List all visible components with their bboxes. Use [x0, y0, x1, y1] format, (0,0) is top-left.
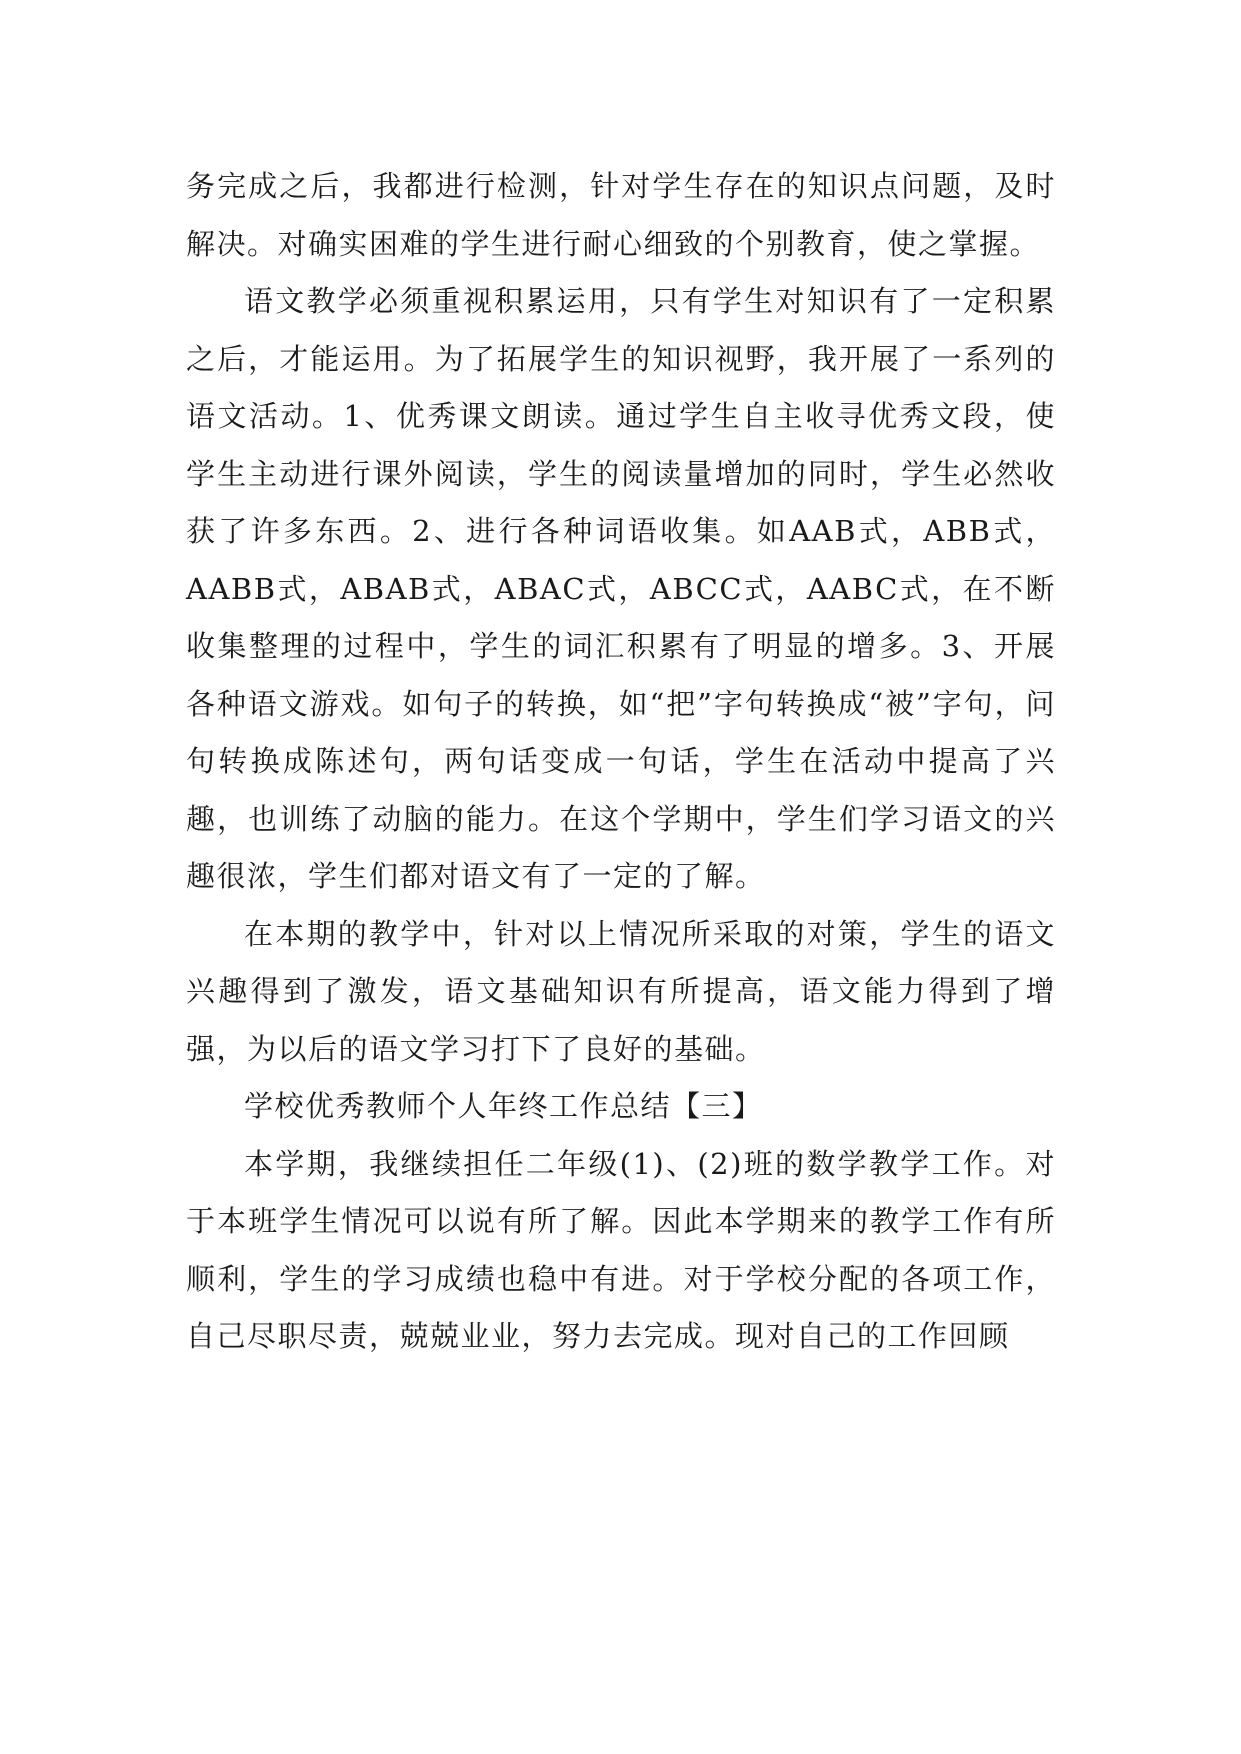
paragraph-continuation: 务完成之后，我都进行检测，针对学生存在的知识点问题，及时解决。对确实困难的学生进行耐心细致的个别教育，使之掌握。: [186, 169, 1056, 261]
document-body: [186, 158, 1056, 1366]
paragraph-results: 在本期的教学中，针对以上情况所采取的对策，学生的语文兴趣得到了激发，语文基础知识有所提高，语文能力得到了增强，为以后的语文学习打下了良好的基础。: [186, 916, 1056, 1066]
paragraph-intro: 本学期，我继续担任二年级(1)、(2)班的数学教学工作。对于本班学生情况可以说有所了解。因此本学期来的教学工作有所顺利，学生的学习成绩也稳中有进。对于学校分配的各项工作，自己尽职尽责，兢兢业业，努力去完成。现对自己的工作回顾: [186, 1146, 1056, 1353]
section-title: 学校优秀教师个人年终工作总结【三】: [244, 1089, 763, 1123]
paragraph-accumulation: 语文教学必须重视积累运用，只有学生对知识有了一定积累之后，才能运用。为了拓展学生的知识视野，我开展了一系列的语文活动。1、优秀课文朗读。通过学生自主收寻优秀文段，使学生主动进行课外阅读，学生的阅读量增加的同时，学生必然收获了许多东西。2、进行各种词语收集。如AAB式，ABB式，AABB式，ABAB式，ABAC式，ABCC式，AABC式，在不断收集整理的过程中，学生的词汇积累有了明显的增多。3、开展各种语文游戏。如句子的转换，如“把”字句转换成“被”字句，问句转换成陈述句，两句话变成一句话，学生在活动中提高了兴趣，也训练了动脑的能力。在这个学期中，学生们学习语文的兴趣很浓，学生们都对语文有了一定的了解。: [186, 284, 1056, 893]
